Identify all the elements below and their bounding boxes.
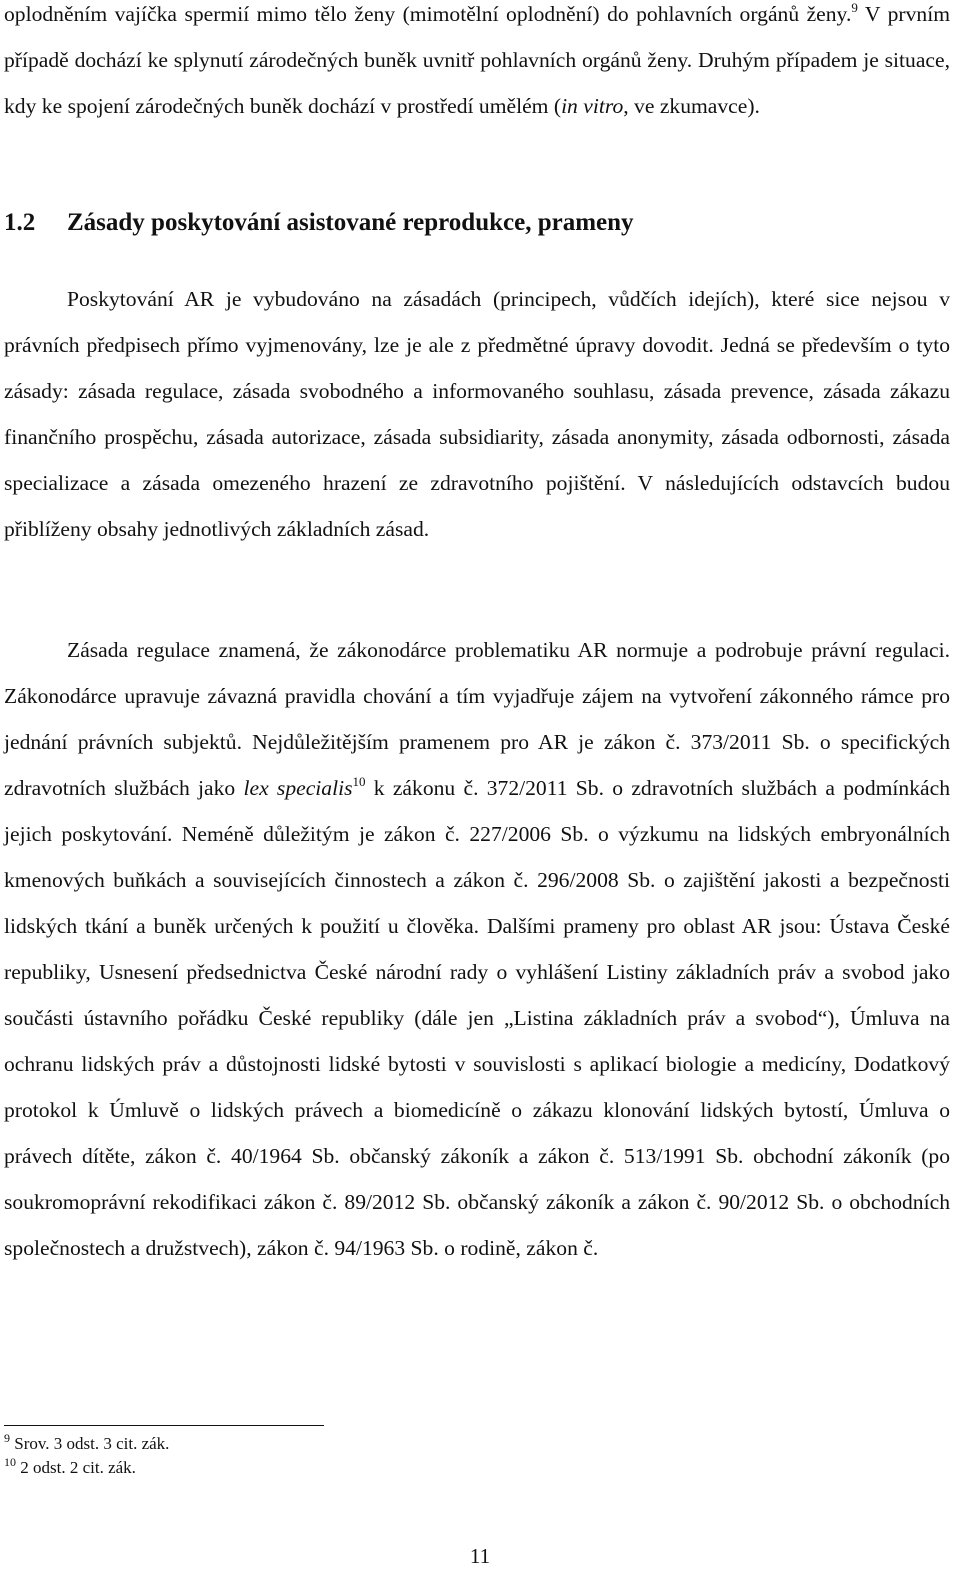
text-run: , ve zkumavce).	[623, 94, 760, 118]
footnote-text: 2 odst. 2 cit. zák.	[16, 1458, 136, 1477]
paragraph-continuation	[4, 0, 950, 129]
footnote-separator	[4, 1425, 324, 1426]
footnote-item	[4, 1432, 604, 1456]
text-run: oplodněním vajíčka spermií mimo tělo ženy (mimotělní oplodnění) do pohlavních orgánů ženy.	[4, 2, 852, 26]
page-number: 11	[469, 1544, 491, 1568]
text-run: Poskytování AR je vybudováno na zásadách (principech, vůdčích idejích), které sice nejsou v právních předpisech přímo vyjmenovány, lze je ale z předmětné úpravy dovodit. Jedná se především o tyto zásady: zásada regulace, zásada svobodného a informovaného souhlasu, zásada prevence, zásada zákazu finančního prospěchu, zásada autorizace, zásada subsidiarity, zásada anonymity, zásada odbornosti, zásada specializace a zásada omezeného hrazení ze zdravotního pojištění. V následujících odstavcích budou přiblíženy obsahy jednotlivých základních zásad.	[4, 287, 950, 541]
text-run: k zákonu č. 372/2011 Sb. o zdravotních službách a podmínkách jejich poskytování. Neméně důležitým je zákon č. 227/2006 Sb. o výzkumu na lidských embryonálních kmenových buňkách a souvisejících činnostech a zákon č. 296/2008 Sb. o zajištění jakosti a bezpečnosti lidských tkání a buněk určených k použití u člověka. Dalšími prameny pro oblast AR jsou: Ústava České republiky, Usnesení předsednictva České národní rady o vyhlášení Listiny základních práv a svobod jako součásti ústavního pořádku České republiky (dále jen „Listina základních práv a svobod“), Úmluva na ochranu lidských práv a důstojnosti lidské bytosti v souvislosti s aplikací biologie a medicíny, Dodatkový protokol k Úmluvě o lidských právech a biomedicíně o zákazu klonování lidských bytostí, Úmluva o právech dítěte, zákon č. 40/1964 Sb. občanský zákoník a zákon č. 513/1991 Sb. obchodní zákoník (po soukromoprávní rekodifikaci zákon č. 89/2012 Sb. občanský zákoník a zákon č. 90/2012 Sb. o obchodních společnostech a družstvech), zákon č. 94/1963 Sb. o rodině, zákon č.	[4, 776, 950, 1260]
footnotes	[4, 1432, 604, 1480]
paragraph-regulation	[4, 627, 950, 1271]
italic-term: lex specialis	[243, 776, 353, 800]
text-run: Zásada regulace znamená, že zákonodárce problematiku AR normuje a podrobuje právní regulaci. Zákonodárce upravuje závazná pravidla chování a tím vyjadřuje zájem na vytvoření zákonného rámce pro jednání právních subjektů. Nejdůležitějším pramenem pro AR je zákon č. 373/2011 Sb. o specifických zdravotních službách jako	[4, 638, 950, 800]
footnote-number: 10	[4, 1455, 16, 1469]
footnote-item	[4, 1456, 604, 1480]
footnote-reference: 9	[851, 0, 858, 15]
section-heading	[4, 203, 634, 243]
footnote-reference: 10	[352, 774, 366, 789]
paragraph-principles	[4, 276, 950, 552]
footnote-text: Srov. 3 odst. 3 cit. zák.	[10, 1434, 170, 1453]
section-title: Zásady poskytování asistované reprodukce, prameny	[67, 209, 634, 236]
text-run: V prvním případě dochází ke splynutí zárodečných buněk uvnitř pohlavních orgánů ženy. Druhým případem je situace, kdy ke spojení zárodečných buněk dochází v prostředí umělém (	[4, 2, 950, 118]
section-number: 1.2	[4, 209, 36, 236]
footnote-number: 9	[4, 1431, 10, 1445]
italic-term: in vitro	[561, 94, 624, 118]
